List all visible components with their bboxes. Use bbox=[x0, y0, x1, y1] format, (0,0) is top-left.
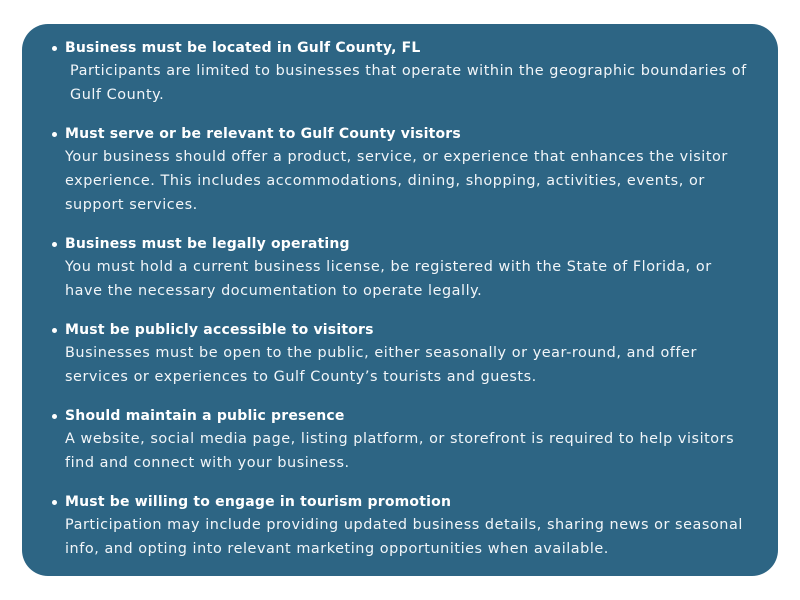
requirement-title: Should maintain a public presence bbox=[65, 408, 345, 424]
requirement-description: Businesses must be open to the public, either seasonally or year-round, and offer services or experiences to Gulf County’s tourists and guests. bbox=[65, 345, 697, 385]
bullet-icon bbox=[52, 46, 57, 51]
requirement-title: Business must be legally operating bbox=[65, 236, 350, 252]
requirement-item bbox=[52, 37, 752, 107]
bullet-icon bbox=[52, 328, 57, 333]
bullet-icon bbox=[52, 132, 57, 137]
requirement-description: Participants are limited to businesses that operate within the geographic boundaries of Gulf County. bbox=[70, 63, 747, 103]
requirement-item bbox=[52, 123, 752, 217]
requirement-item bbox=[52, 233, 752, 303]
requirement-title: Must serve or be relevant to Gulf County visitors bbox=[65, 126, 461, 142]
requirement-title: Business must be located in Gulf County, FL bbox=[65, 40, 421, 56]
requirement-description: You must hold a current business license, be registered with the State of Florida, or have the necessary documentation to operate legally. bbox=[65, 259, 712, 299]
requirement-item bbox=[52, 405, 752, 475]
bullet-icon bbox=[52, 414, 57, 419]
requirement-title: Must be publicly accessible to visitors bbox=[65, 322, 374, 338]
requirement-description: A website, social media page, listing platform, or storefront is required to help visitors find and connect with your business. bbox=[65, 431, 735, 471]
requirement-item bbox=[52, 319, 752, 389]
requirement-description: Participation may include providing updated business details, sharing news or seasonal info, and opting into relevant marketing opportunities when available. bbox=[65, 517, 743, 557]
requirements-list bbox=[52, 37, 752, 561]
requirement-item bbox=[52, 491, 752, 561]
bullet-icon bbox=[52, 242, 57, 247]
bullet-icon bbox=[52, 500, 57, 505]
requirement-title: Must be willing to engage in tourism promotion bbox=[65, 494, 452, 510]
eligibility-requirements-card bbox=[22, 24, 778, 576]
requirement-description: Your business should offer a product, service, or experience that enhances the visitor experience. This includes accommodations, dining, shopping, activities, events, or support services. bbox=[65, 149, 728, 213]
